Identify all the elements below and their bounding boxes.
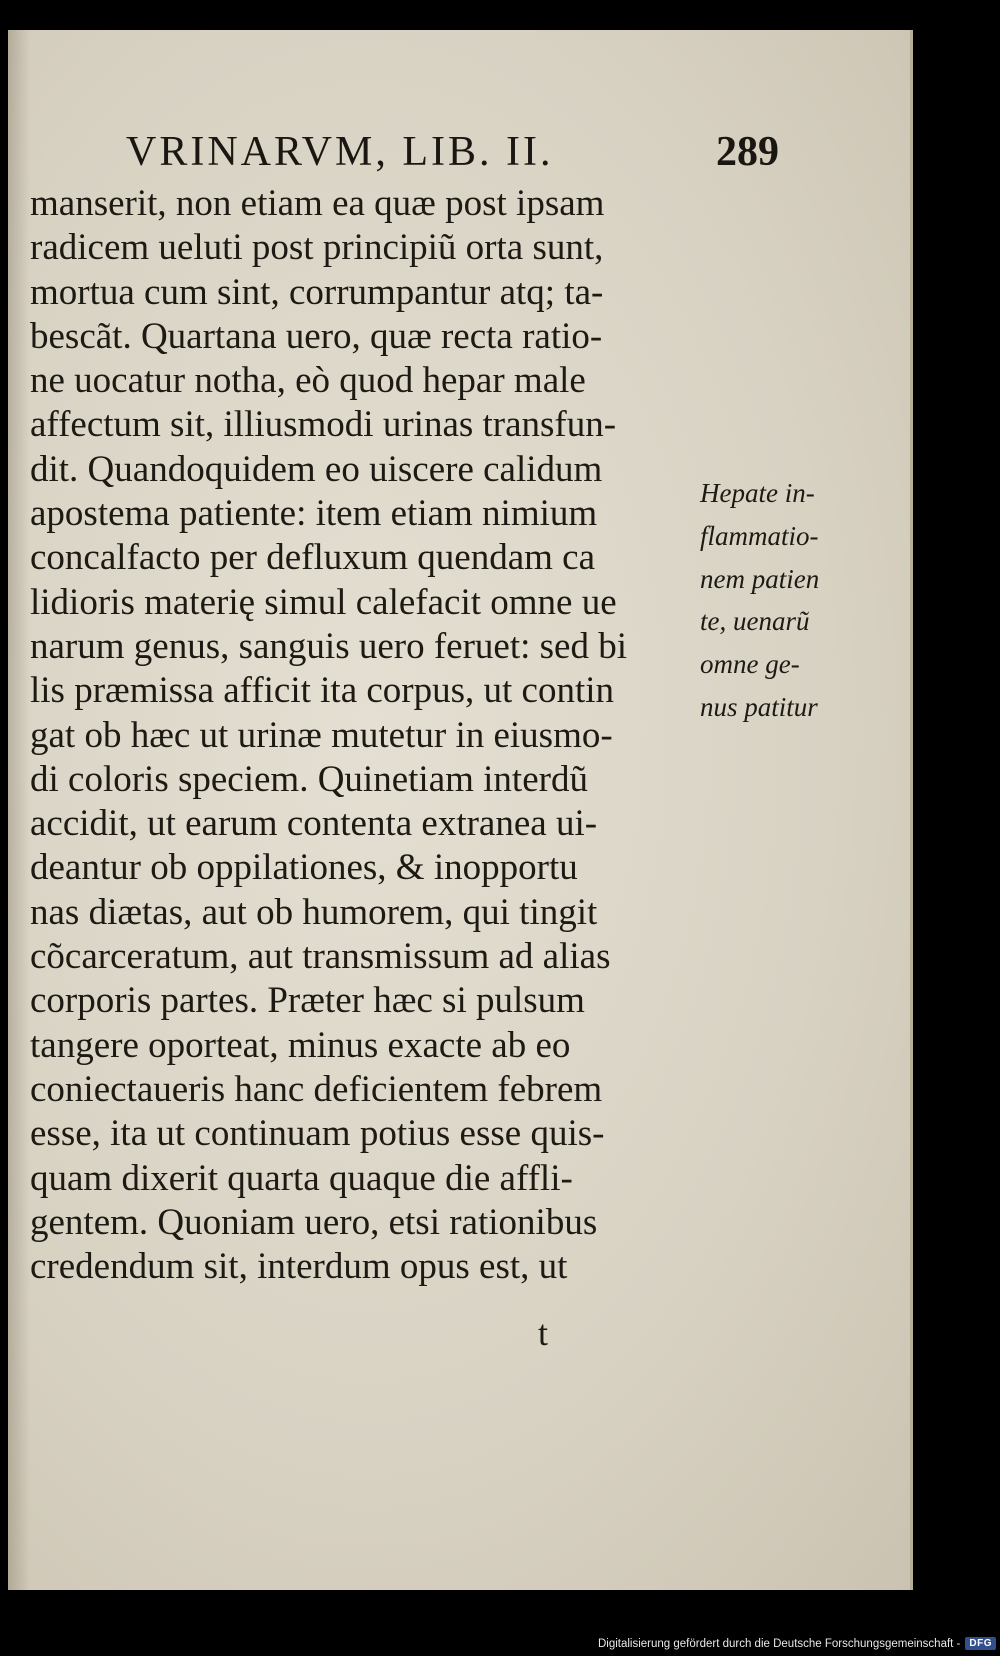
margin-note-line: Hepate in- [700,478,815,508]
margin-note-line: te, uenarũ [700,606,810,637]
page-header [8,128,910,188]
text-line: mortua cum sint, corrumpantur atq; ta- [30,271,604,313]
text-line: lis præmissa afficit ita corpus, ut contin [30,670,615,712]
digitization-footer [598,1637,996,1650]
text-line: deantur ob oppilationes, & inopportu [30,847,578,889]
catchword: t [538,1313,549,1353]
text-line: affectum sit, illiusmodi urinas transfun- [30,404,617,446]
body-text [30,182,670,1289]
text-line: gat ob hæc ut urinæ mutetur in eiusmo- [30,714,613,756]
text-line: apostema patiente: item etiam nimium [30,493,598,535]
text-line: coniectaueris hanc deficientem febrem [30,1068,603,1110]
margin-note-line: omne ge- [700,649,800,680]
text-line: corporis partes. Præter hæc si pulsum [30,980,585,1022]
text-line: di coloris speciem. Quinetiam interdũ [30,758,588,800]
text-line: accidit, ut earum contenta extranea ui- [30,803,598,845]
text-line: manserit, non etiam ea quæ post ipsam [30,183,605,224]
margin-note-line: nus patitur [700,691,818,722]
text-line: narum genus, sanguis uero feruet: sed bi [30,625,627,667]
margin-note-line: nem patien [700,563,820,594]
text-line: concalfacto per defluxum quendam ca [30,537,596,579]
text-line: ne uocatur notha, eò quod hepar male [30,360,586,402]
text-line: quam dixerit quarta quaque die affli- [30,1157,573,1199]
text-line: radicem ueluti post principiũ orta sunt, [30,227,604,269]
text-line: credendum sit, interdum opus est, ut [30,1246,568,1288]
text-line: esse, ita ut continuam potius esse quis- [30,1113,605,1155]
footer-credit: Digitalisierung gefördert durch die Deutsche Forschungsgemeinschaft - [597,1637,961,1650]
text-line: tangere oporteat, minus exacte ab eo [30,1024,571,1066]
book-page [8,30,913,1590]
text-line: gentem. Quoniam uero, etsi rationibus [30,1201,598,1243]
dfg-logo: DFG [965,1637,996,1650]
text-line: bescãt. Quartana uero, quæ recta ratio- [30,315,603,357]
page-number: 289 [716,129,779,175]
margin-note-line: flammatio- [700,520,819,551]
margin-note [700,472,905,729]
text-line: cõcarceratum, aut transmissum ad alias [30,936,611,978]
running-head: VRINARVM, LIB. II. [126,129,554,175]
text-line: lidioris materię simul calefacit omne ue [30,581,617,623]
text-line: nas diætas, aut ob humorem, qui tingit [30,891,598,933]
text-line: dit. Quandoquidem eo uiscere calidum [30,448,603,490]
